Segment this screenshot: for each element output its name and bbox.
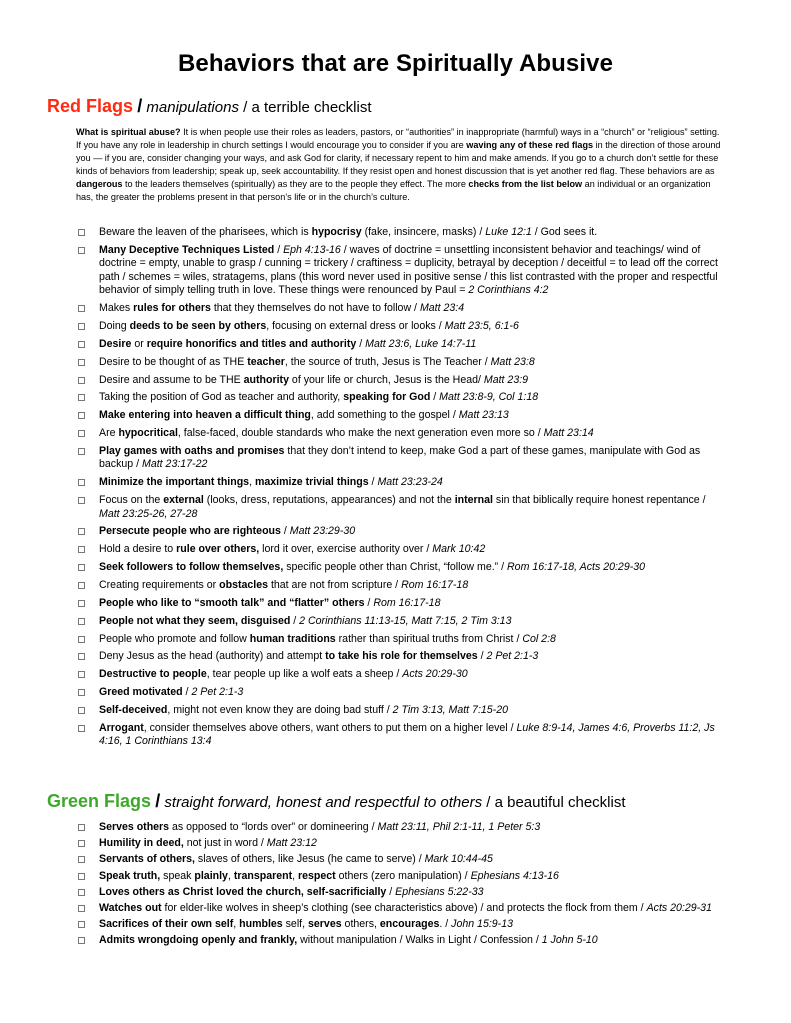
checkbox[interactable] <box>78 840 85 847</box>
intro-paragraph <box>76 126 724 203</box>
red-flag-item-text: / <box>356 337 366 350</box>
red-flag-item <box>78 445 724 472</box>
red-flag-item-text: Persecute people who are righteous <box>99 525 281 538</box>
checkbox[interactable] <box>78 412 85 419</box>
red-flag-item-text: 2 Pet 2:1-3 <box>486 650 539 663</box>
red-flag-item-text: / <box>182 686 192 699</box>
checkbox[interactable] <box>78 600 85 607</box>
intro-text-4: an individual or an organization has, the greater the problems present in that person’s life or in the church’s culture. <box>76 178 711 202</box>
intro-bold-3: checks from the list below <box>468 178 583 189</box>
red-flag-item-text: Mark 10:42 <box>432 543 486 556</box>
checkbox[interactable] <box>78 856 85 863</box>
red-flag-item-text: Acts 20:29-30 <box>402 668 468 681</box>
red-flag-item <box>78 226 724 240</box>
red-flag-item-text: Matt 23:17-22 <box>142 458 208 471</box>
green-flag-item-text: Humility in deed, <box>99 837 184 850</box>
red-flag-item-text: / <box>280 525 290 538</box>
red-flags-checklist <box>78 226 724 753</box>
red-flag-item-text: external <box>163 494 204 507</box>
red-flag-item-text: 2 Pet 2:1-3 <box>191 686 244 699</box>
red-flag-item <box>78 244 724 298</box>
red-flag-item-text: hypocritical <box>118 427 178 440</box>
red-flag-item <box>78 704 724 718</box>
red-flag-item <box>78 374 724 388</box>
red-flag-item <box>78 476 724 490</box>
red-flag-item <box>78 650 724 664</box>
red-flag-item-text: Deny Jesus as the head (authority) and attempt <box>99 650 326 663</box>
red-flag-item-text: People not what they seem, disguised <box>99 614 291 627</box>
red-flag-item-text: Desire to be thought of as THE <box>99 355 248 368</box>
red-flag-item-text: People who promote and follow <box>99 632 250 645</box>
red-flag-item-text: obstacles <box>219 579 268 591</box>
red-flags-slash: / <box>137 96 143 116</box>
red-flag-item-text: rules for others <box>133 302 211 315</box>
red-flag-item <box>78 409 724 423</box>
red-flags-heading <box>47 96 372 117</box>
red-flag-item-text: / <box>274 243 284 256</box>
green-flag-item <box>78 918 724 932</box>
intro-bold-2: dangerous <box>76 178 123 189</box>
red-flag-item <box>78 597 724 611</box>
green-flag-item-text: , <box>227 869 234 882</box>
red-flag-item-text: require honorifics and titles and authority <box>146 337 357 350</box>
red-flag-item-text: Matt 23:9 <box>483 373 529 386</box>
red-flag-item-text: Desire <box>99 337 132 350</box>
red-flag-item <box>78 427 724 441</box>
green-flag-item-text: Loves others as Christ loved the church, self-sacrificially <box>99 885 387 898</box>
red-flag-item-text: speaking for God <box>343 391 431 404</box>
green-flag-item <box>78 821 724 835</box>
green-flag-item-text: plainly <box>194 869 228 882</box>
green-flag-item <box>78 853 724 867</box>
red-flag-item-text: that they themselves do not have to follow / <box>210 302 420 315</box>
red-flag-item-text: Arrogant <box>99 721 144 734</box>
red-flag-item-text: (fake, insincere, masks) / <box>361 226 486 238</box>
red-flag-item-text: Desire and assume to be THE <box>99 373 244 386</box>
green-flag-item-text: Sacrifices of their own self <box>99 918 234 931</box>
red-flag-item-text: (looks, dress, reputations, appearances) and not the <box>203 494 455 507</box>
red-flag-item-text: maximize trivial things <box>254 476 369 489</box>
checkbox[interactable] <box>78 528 85 535</box>
red-flag-item-text: Matt 23:23-24 <box>377 476 443 489</box>
red-flag-item-text: / <box>364 596 374 609</box>
red-flag-item-text: to take his role for themselves <box>325 650 478 663</box>
red-flag-item <box>78 633 724 647</box>
red-flag-item-text: Make entering into heaven a difficult thing <box>99 409 311 422</box>
green-flag-item-text: humbles <box>239 918 283 931</box>
checkbox[interactable] <box>78 707 85 714</box>
red-flag-item-text: Luke 12:1 <box>485 226 532 238</box>
green-flag-item-text: . / <box>439 918 452 931</box>
red-flag-item-text: rule over others, <box>176 543 260 556</box>
green-flag-item-text: speak <box>160 869 195 882</box>
intro-text-2: in the direction of those around you — if you are, consider changing your ways, and ask God for clarity, if necessary repent to him and make amends. If you go to a church don’t settle for these kinds of behaviors from leadership; speak up, seek accountability. If they resist open and honest discussion that is yet another red flag. These behaviors are as <box>76 139 721 176</box>
green-flag-item-text: John 15:9-13 <box>451 918 513 931</box>
red-flag-item-text: , false-faced, double standards who make the next generation even more so / <box>177 427 544 440</box>
page-title: Behaviors that are Spiritually Abusive <box>177 50 614 77</box>
checkbox[interactable] <box>78 377 85 384</box>
red-flag-item-text: Matt 23:13 <box>458 409 509 422</box>
green-flags-heading <box>47 791 626 812</box>
green-flag-item-text: as opposed to “lords over” or domineering / <box>169 821 378 833</box>
red-flag-item-text: Matt 23:29-30 <box>289 525 356 538</box>
checkbox[interactable] <box>78 905 85 912</box>
checkbox[interactable] <box>78 873 85 880</box>
green-flag-item <box>78 870 724 884</box>
green-flag-item-text: Serves others <box>99 821 170 833</box>
red-flag-item <box>78 356 724 370</box>
red-flag-item-text: Doing <box>99 320 130 333</box>
red-flag-item <box>78 338 724 352</box>
green-flag-item-text: slaves of others, like Jesus (he came to serve) / <box>194 853 425 866</box>
green-flag-item-text: 1 John 5-10 <box>541 934 598 947</box>
red-flag-item-text: / God sees it. <box>531 226 598 238</box>
green-flag-item-text: Ephesians 5:22-33 <box>395 885 484 898</box>
green-flag-item-text: , <box>292 869 299 882</box>
checkbox[interactable] <box>78 636 85 643</box>
checkbox[interactable] <box>78 564 85 571</box>
red-flag-item <box>78 686 724 700</box>
red-flag-item-text: Matt 23:14 <box>543 427 594 440</box>
intro-text-3: to the leaders themselves (spiritually) as they are to the people they effect. The more <box>122 178 469 189</box>
green-flag-item-text: / <box>386 885 396 898</box>
red-flag-item-text: / <box>477 650 487 663</box>
red-flag-item-text: rather than spiritual truths from Christ / <box>335 632 523 645</box>
red-flag-item-text: 2 Corinthians 4:2 <box>468 284 549 297</box>
red-flag-item-text: 2 Tim 3:13, Matt 7:15-20 <box>392 703 508 716</box>
red-flag-item-text: sin that biblically require honest repentance / <box>492 494 706 507</box>
red-flag-item-text: Self-deceived <box>99 703 168 716</box>
red-flag-item-text: lord it over, exercise authority over / <box>259 543 433 556</box>
red-flag-item-text: Play games with oaths and promises <box>99 444 285 457</box>
green-flag-item-text: Ephesians 4:13-16 <box>470 869 559 882</box>
checkbox[interactable] <box>78 247 85 254</box>
red-flag-item <box>78 525 724 539</box>
red-flag-item <box>78 668 724 682</box>
checkbox[interactable] <box>78 341 85 348</box>
red-flag-item-text: , <box>249 476 255 489</box>
intro-question: What is spiritual abuse? <box>76 127 181 137</box>
green-flag-item-text: Admits wrongdoing openly and frankly, <box>99 934 298 947</box>
red-flag-item-text: Taking the position of God as teacher and authority, <box>99 391 344 404</box>
checkbox[interactable] <box>78 305 85 312</box>
red-flag-item-text: , the source of truth, Jesus is The Teacher / <box>284 355 491 368</box>
red-flag-item-text: of your life or church, Jesus is the Head/ <box>288 373 484 386</box>
red-flag-item-text: / <box>290 614 300 627</box>
red-flag-item-text: Makes <box>99 302 134 315</box>
red-flag-item-text: Matt 23:8-9, Col 1:18 <box>439 391 539 404</box>
red-flag-item-text: Minimize the important things <box>99 476 250 489</box>
green-flag-item <box>78 934 724 948</box>
red-flag-item-text: / <box>368 476 378 489</box>
red-flag-item-text: Eph 4:13-16 <box>283 243 341 256</box>
red-flag-item-text: Matt 23:25-26, 27-28 <box>99 507 198 520</box>
green-flag-item-text: without manipulation / Walks in Light / Confession / <box>297 934 542 947</box>
green-flag-item-text: others, <box>341 918 380 931</box>
green-flag-item <box>78 902 724 916</box>
red-flag-item-text: specific people other than Christ, “follow me.” / <box>283 561 508 574</box>
intro-bold-1: waving any of these red flags <box>466 139 594 150</box>
red-flag-item-text: or <box>131 337 147 350</box>
red-flag-item <box>78 302 724 316</box>
checkbox[interactable] <box>78 479 85 486</box>
checkbox[interactable] <box>78 889 85 896</box>
red-flag-item-text: 2 Corinthians 11:13-15, Matt 7:15, 2 Tim 3:13 <box>299 614 512 627</box>
red-flag-item <box>78 543 724 557</box>
intro-text-1: It is when people use their roles as leaders, pastors, or “authorities” in inappropriate (harmful) ways in a “church” or “religious” setting. If you have any role in leadership in church settings I would encourage you to consider if you are <box>76 127 720 150</box>
checkbox[interactable] <box>78 448 85 455</box>
red-flag-item-text: Matt 23:5, 6:1-6 <box>444 320 519 333</box>
red-flag-item-text: internal <box>454 494 493 507</box>
checkbox[interactable] <box>78 582 85 589</box>
green-flag-item-text: self, <box>282 918 309 931</box>
green-flag-item-text: Speak truth, <box>99 869 161 882</box>
red-flag-item-text: Focus on the <box>99 494 164 507</box>
green-flag-item-text: for elder-like wolves in sheep’s clothing (see characteristics above) / and protects the flock from them / <box>161 901 647 914</box>
red-flag-item-text: that are not from scripture / <box>268 579 402 591</box>
red-flag-item <box>78 615 724 629</box>
checkbox[interactable] <box>78 546 85 553</box>
red-flags-label: Red Flags <box>47 96 134 116</box>
checkbox[interactable] <box>78 359 85 366</box>
red-flag-item-text: Greed motivated <box>99 686 183 699</box>
red-flag-item-text: teacher <box>247 355 285 368</box>
green-flag-item-text: Matt 23:11, Phil 2:1-11, 1 Peter 5:3 <box>377 821 541 833</box>
green-flag-item-text: encourages <box>379 918 440 931</box>
red-flags-subtitle-rest: / a terrible checklist <box>243 99 372 116</box>
red-flag-item-text: Rom 16:17-18 <box>373 596 441 609</box>
red-flag-item <box>78 722 724 749</box>
red-flag-item-text: Creating requirements or <box>99 579 220 591</box>
red-flag-item-text: Beware the leaven of the pharisees, which is <box>99 226 312 238</box>
checkbox[interactable] <box>78 430 85 437</box>
red-flag-item-text: Col 2:8 <box>522 632 556 645</box>
green-flag-item-text: Matt 23:12 <box>266 837 317 850</box>
red-flag-item-text: Are <box>99 427 119 440</box>
red-flag-item-text: / waves of doctrine = unsettling inconsistent behavior and teachings/ wind of doctrine = empty, unable to grasp / cunning = trickery / craftiness = duplicity, betrayal by deception / deceitful = to lead off the correct path / schemes = wiles, stratagems, plans (this word never used in positive sense / this list contrasted with the proper and respectful behavior of simply telling truth in love. These things were renounced by Paul = <box>99 243 718 297</box>
red-flag-item-text: People who like to “smooth talk” and “flatter” others <box>99 596 365 609</box>
red-flag-item-text: , focusing on external dress or looks / <box>266 320 445 333</box>
green-flags-slash: / <box>155 791 161 811</box>
red-flag-item-text: Many Deceptive Techniques Listed <box>99 243 275 256</box>
red-flag-item-text: Matt 23:4 <box>419 302 465 315</box>
checkbox[interactable] <box>78 394 85 401</box>
green-flag-item-text: Servants of others, <box>99 853 195 866</box>
checkbox[interactable] <box>78 229 85 236</box>
red-flag-item-text: Rom 16:17-18 <box>401 579 469 591</box>
red-flag-item-text: , might not even know they are doing bad stuff / <box>167 703 393 716</box>
red-flag-item <box>78 561 724 575</box>
red-flag-item-text: , add something to the gospel / <box>310 409 459 422</box>
red-flag-item-text: authority <box>243 373 289 386</box>
checkbox[interactable] <box>78 497 85 504</box>
checkbox[interactable] <box>78 725 85 732</box>
red-flag-item-text: , tear people up like a wolf eats a sheep / <box>206 668 403 681</box>
green-flag-item-text: Mark 10:44-45 <box>424 853 493 866</box>
red-flag-item-text: Seek followers to follow themselves, <box>99 561 284 574</box>
green-flag-item-text: serves <box>308 918 342 931</box>
checkbox[interactable] <box>78 824 85 831</box>
red-flag-item-text: Hold a desire to <box>99 543 177 556</box>
green-flag-item-text: transparent <box>233 869 293 882</box>
checkbox[interactable] <box>78 653 85 660</box>
red-flag-item-text: human traditions <box>249 632 336 645</box>
red-flag-item-text: Matt 23:6, Luke 14:7-11 <box>365 337 477 350</box>
red-flag-item <box>78 391 724 405</box>
green-flag-item-text: respect <box>298 869 336 882</box>
red-flag-item-text: that they don’t intend to keep, make God a part of these games, manipulate with God as backup / <box>99 444 701 471</box>
red-flag-item-text: deeds to be seen by others <box>129 320 267 333</box>
red-flag-item <box>78 320 724 334</box>
green-flags-subtitle: straight forward, honest and respectful to others <box>164 794 483 811</box>
red-flag-item <box>78 494 724 521</box>
green-flag-item <box>78 886 724 900</box>
red-flag-item-text: Rom 16:17-18, Acts 20:29-30 <box>507 561 646 574</box>
red-flag-item <box>78 579 724 593</box>
green-flag-item-text: Acts 20:29-31 <box>646 901 712 914</box>
checkbox[interactable] <box>78 921 85 928</box>
green-flag-item-text: , <box>233 918 240 931</box>
red-flag-item-text: / <box>430 391 440 404</box>
red-flag-item-text: , consider themselves above others, want others to put them on a higher level / <box>143 721 517 734</box>
green-flags-label: Green Flags <box>47 791 152 811</box>
red-flag-item-text: hypocrisy <box>311 226 362 238</box>
checkbox[interactable] <box>78 323 85 330</box>
checkbox[interactable] <box>78 618 85 625</box>
red-flag-item-text: Destructive to people <box>99 668 207 681</box>
checkbox[interactable] <box>78 689 85 696</box>
green-flag-item-text: not just in word / <box>183 837 267 850</box>
green-flag-item-text: Watches out <box>99 901 162 914</box>
green-flags-subtitle-rest: / a beautiful checklist <box>486 794 626 811</box>
green-flag-item <box>78 837 724 851</box>
red-flag-item-text: Matt 23:8 <box>490 355 535 368</box>
checkbox[interactable] <box>78 937 85 944</box>
green-flag-item-text: others (zero manipulation) / <box>335 869 471 882</box>
red-flags-subtitle: manipulations <box>146 99 239 116</box>
green-flags-checklist <box>78 821 724 951</box>
red-flag-item-text: Luke 8:9-14, James 4:6, Proverbs 11:2, Js 4:16, 1 Corinthians 13:4 <box>99 721 715 748</box>
checkbox[interactable] <box>78 671 85 678</box>
